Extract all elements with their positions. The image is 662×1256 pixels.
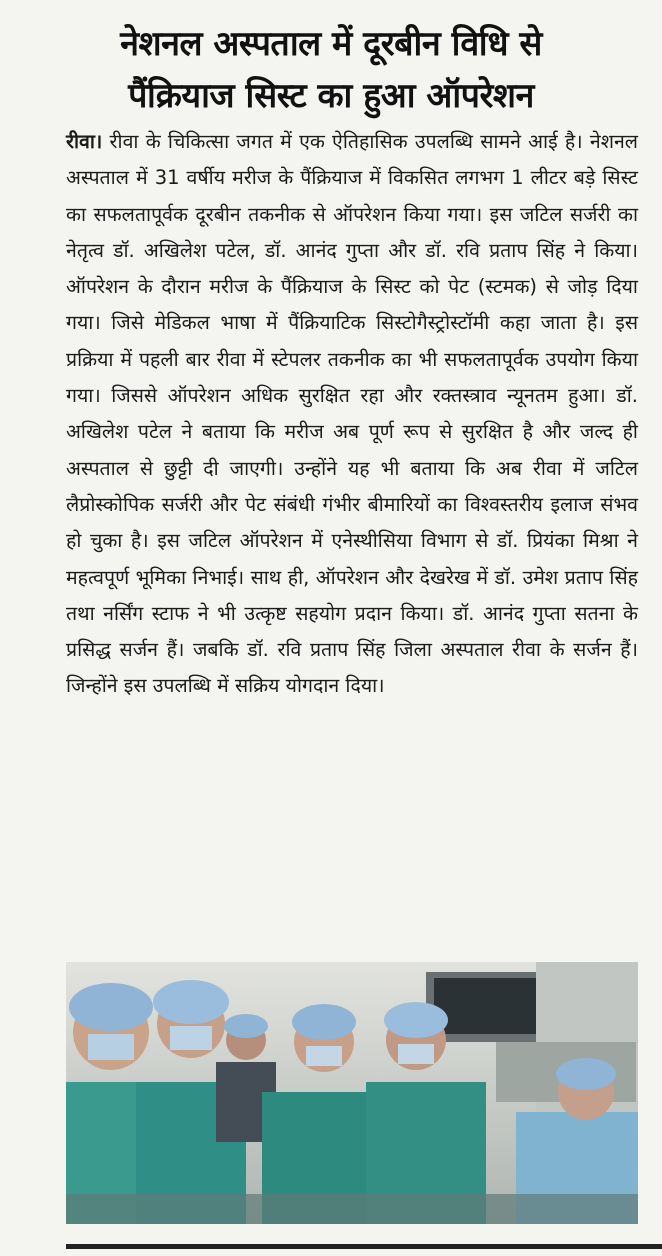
photo-illustration	[66, 962, 638, 1224]
bottom-rule	[66, 1244, 662, 1249]
headline	[0, 18, 662, 122]
article-text: रीवा के चिकित्सा जगत में एक ऐतिहासिक उपलब्धि सामने आई है। नेशनल अस्पताल में 31 वर्षीय मरीज के पैंक्रियाज में विकसित लगभग 1 लीटर बड़े सिस्ट का सफलतापूर्वक दूरबीन तकनीक से ऑपरेशन किया गया। इस जटिल सर्जरी का नेतृत्व डॉ. अखिलेश पटेल, डॉ. आनंद गुप्ता और डॉ. रवि प्रताप सिंह ने किया। ऑपरेशन के दौरान मरीज के पैंक्रियाज के सिस्ट को पेट (स्टमक) से जोड़ दिया गया। जिसे मेडिकल भाषा में पैंक्रियाटिक सिस्टोगैस्ट्रोस्टॉमी कहा जाता है। इस प्रक्रिया में पहली बार रीवा में स्टेपलर तकनीक का भी सफलतापूर्वक उपयोग किया गया। जिससे ऑपरेशन अधिक सुरक्षित रहा और रक्तस्त्राव न्यूनतम हुआ। डॉ. अखिलेश पटेल ने बताया कि मरीज अब पूर्ण रूप से सुरक्षित है और जल्द ही अस्पताल से छुट्टी दी जाएगी। उन्होंने यह भी बताया कि अब रीवा में जटिल लैप्रोस्कोपिक सर्जरी और पेट संबंधी गंभीर बीमारियों का विश्वस्तरीय इलाज संभव हो चुका है। इस जटिल ऑपरेशन में एनेस्थीसिया विभाग से डॉ. प्रियंका मिश्रा ने महत्वपूर्ण भूमिका निभाई। साथ ही, ऑपरेशन और देखरेख में डॉ. उमेश प्रताप सिंह तथा नर्सिंग स्टाफ ने भी उत्कृष्ट सहयोग प्रदान किया। डॉ. आनंद गुप्ता सतना के प्रसिद्ध सर्जन हैं। जबकि डॉ. रवि प्रताप सिंह जिला अस्पताल रीवा के सर्जन हैं। जिन्होंने इस उपलब्धि में सक्रिय योगदान दिया।	[66, 130, 638, 698]
headline-line-2: पैंक्रियाज सिस्ट का हुआ ऑपरेशन	[128, 76, 534, 116]
dateline: रीवा।	[66, 130, 103, 153]
article-body	[66, 124, 638, 705]
headline-line-1: नेशनल अस्पताल में दूरबीन विधि से	[120, 24, 542, 64]
clipped-previous-line	[20, 0, 620, 8]
surgery-team-photo	[66, 962, 638, 1224]
